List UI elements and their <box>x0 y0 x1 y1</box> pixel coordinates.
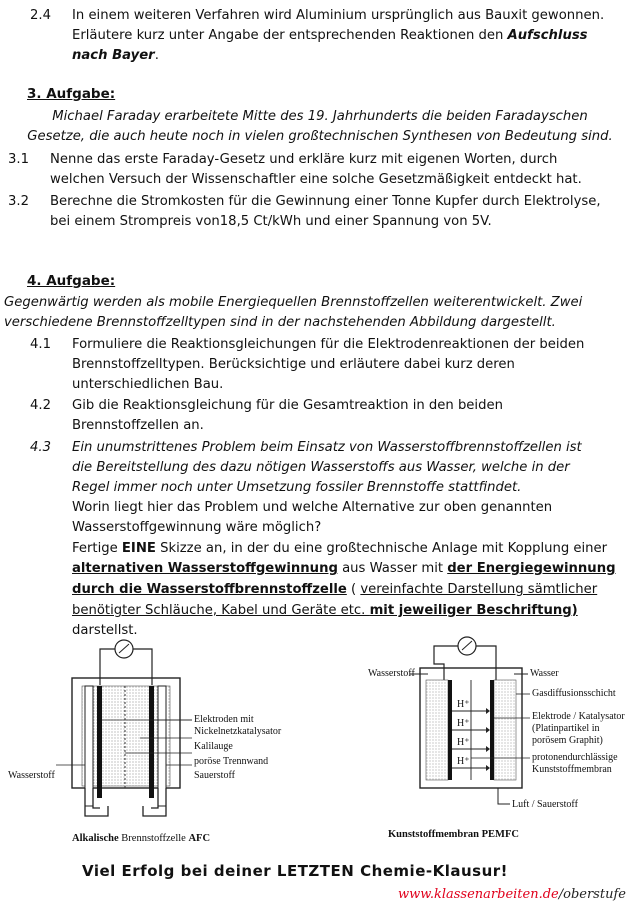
question-text <box>72 26 588 45</box>
afc-label-trennwand: poröse Trennwand <box>194 756 269 767</box>
afc-caption <box>72 833 210 844</box>
afc-diagram <box>0 638 330 848</box>
pemfc-label-hplus: H⁺ <box>457 699 470 710</box>
emphasis: nach Bayer <box>72 48 155 63</box>
site-path[interactable]: /oberstufe <box>558 887 626 902</box>
pemfc-label-wasserstoff: Wasserstoff <box>368 668 415 679</box>
emphasis: benötigter Schläuche, Kabel und Geräte etc. <box>72 603 370 618</box>
question-text: Regel immer noch unter Umsetzung fossiler Brennstoffe stattfindet. <box>72 480 522 495</box>
item-number: 3.1 <box>8 152 29 167</box>
question-text: darstellst. <box>72 623 138 638</box>
question-text: Nenne das erste Faraday-Gesetz und erkläre kurz mit eigenen Worten, durch <box>50 152 558 167</box>
pemfc-label-hplus: H⁺ <box>457 718 470 729</box>
emphasis: alternativen Wasserstoffgewinnung <box>72 561 338 576</box>
item-number: 2.4 <box>30 8 51 23</box>
pemfc-label-membrane: Kunststoffmembran <box>532 764 612 775</box>
caption-bold: AFC <box>188 833 211 844</box>
text-span: ( <box>346 582 361 597</box>
question-text <box>72 559 616 578</box>
question-text <box>72 601 578 620</box>
question-text: Brennstoffzelltypen. Berücksichtige und erläutere dabei kurz deren <box>72 357 515 372</box>
pemfc-label-gasdiffusion: Gasdiffusionsschicht <box>532 688 616 699</box>
section-heading: 4. Aufgabe: <box>27 273 116 289</box>
question-text: Ein unumstrittenes Problem beim Einsatz von Wasserstoffbrennstoffzellen ist <box>72 440 582 455</box>
pemfc-label-membrane: protonendurchlässige <box>532 752 618 763</box>
caption-bold: Alkalische <box>72 833 119 844</box>
site-link[interactable] <box>398 887 626 902</box>
emphasis: mit jeweiliger Beschriftung) <box>369 603 578 618</box>
caption-text: Brennstoffzelle <box>118 833 189 844</box>
text-span: aus Wasser mit <box>337 561 448 576</box>
question-text <box>72 580 597 599</box>
question-text: Berechne die Stromkosten für die Gewinnung einer Tonne Kupfer durch Elektrolyse, <box>50 194 601 209</box>
item-number: 4.2 <box>30 398 51 413</box>
text-span: Skizze an, in der du eine großtechnische Anlage mit Kopplung einer <box>155 541 608 556</box>
emphasis: EINE <box>121 541 156 556</box>
emphasis: vereinfachte Darstellung sämtlicher <box>360 582 598 597</box>
afc-label-electrodes: Elektroden mit <box>194 714 254 725</box>
pemfc-label-electrode: (Platinpartikel in <box>532 723 600 734</box>
pemfc-label-wasser: Wasser <box>530 668 559 679</box>
question-text: bei einem Strompreis von18,5 Ct/kWh und einer Spannung von 5V. <box>50 214 492 229</box>
afc-label-wasserstoff: Wasserstoff <box>8 770 55 781</box>
emphasis: der Energiegewinnung <box>447 561 616 576</box>
item-number: 4.1 <box>30 337 51 352</box>
question-text: Wasserstoffgewinnung wäre möglich? <box>72 520 322 535</box>
afc-label-sauerstoff: Sauerstoff <box>194 770 235 781</box>
emphasis: durch die Wasserstoffbrennstoffzelle <box>72 582 347 597</box>
question-text <box>72 46 159 65</box>
pemfc-label-hplus: H⁺ <box>457 756 470 767</box>
pemfc-label-electrode: porösem Graphit) <box>532 735 603 746</box>
question-text: Worin liegt hier das Problem und welche Alternative zur oben genannten <box>72 500 553 515</box>
pemfc-caption: Kunststoffmembran PEMFC <box>388 829 519 840</box>
item-number: 4.3 <box>30 440 51 455</box>
question-text: die Bereitstellung des dazu nötigen Wasserstoffs aus Wasser, welche in der <box>72 460 570 475</box>
question-text: Formuliere die Reaktionsgleichungen für die Elektrodenreaktionen der beiden <box>72 337 585 352</box>
intro-text: Gesetze, die auch heute noch in vielen großtechnischen Synthesen von Bedeutung sind. <box>27 129 613 144</box>
question-text: Brennstoffzellen an. <box>72 418 204 433</box>
afc-label-electrodes: Nickelnetzkatalysator <box>194 726 282 737</box>
question-text: unterschiedlichen Bau. <box>72 377 224 392</box>
section-heading: 3. Aufgabe: <box>27 86 116 102</box>
text-span: . <box>154 48 159 63</box>
emphasis: Aufschluss <box>507 28 588 43</box>
intro-text: Michael Faraday erarbeitete Mitte des 19. Jahrhunderts die beiden Faradayschen <box>52 109 588 124</box>
pemfc-label-hplus: H⁺ <box>457 737 470 748</box>
item-number: 3.2 <box>8 194 29 209</box>
question-text <box>72 539 607 558</box>
text-span: Erläutere kurz unter Angabe der entsprechenden Reaktionen den <box>72 28 508 43</box>
site-domain[interactable]: www.klassenarbeiten.de <box>398 887 559 902</box>
question-text: In einem weiteren Verfahren wird Aluminium ursprünglich aus Bauxit gewonnen. <box>72 8 605 23</box>
closing-wish: Viel Erfolg bei deiner LETZTEN Chemie-Klausur! <box>82 862 509 880</box>
text-span: Fertige <box>72 541 122 556</box>
pemfc-label-luft: Luft / Sauerstoff <box>512 799 578 810</box>
question-text: Gib die Reaktionsgleichung für die Gesamtreaktion in den beiden <box>72 398 503 413</box>
afc-label-kalilauge: Kalilauge <box>194 741 233 752</box>
intro-text: verschiedene Brennstoffzelltypen sind in der nachstehenden Abbildung dargestellt. <box>4 315 556 330</box>
intro-text: Gegenwärtig werden als mobile Energiequellen Brennstoffzellen weiterentwickelt. Zwei <box>4 295 583 310</box>
question-text: welchen Versuch der Wissenschaftler eine solche Gesetzmäßigkeit entdeckt hat. <box>50 172 582 187</box>
pemfc-label-electrode: Elektrode / Katalysator <box>532 711 625 722</box>
